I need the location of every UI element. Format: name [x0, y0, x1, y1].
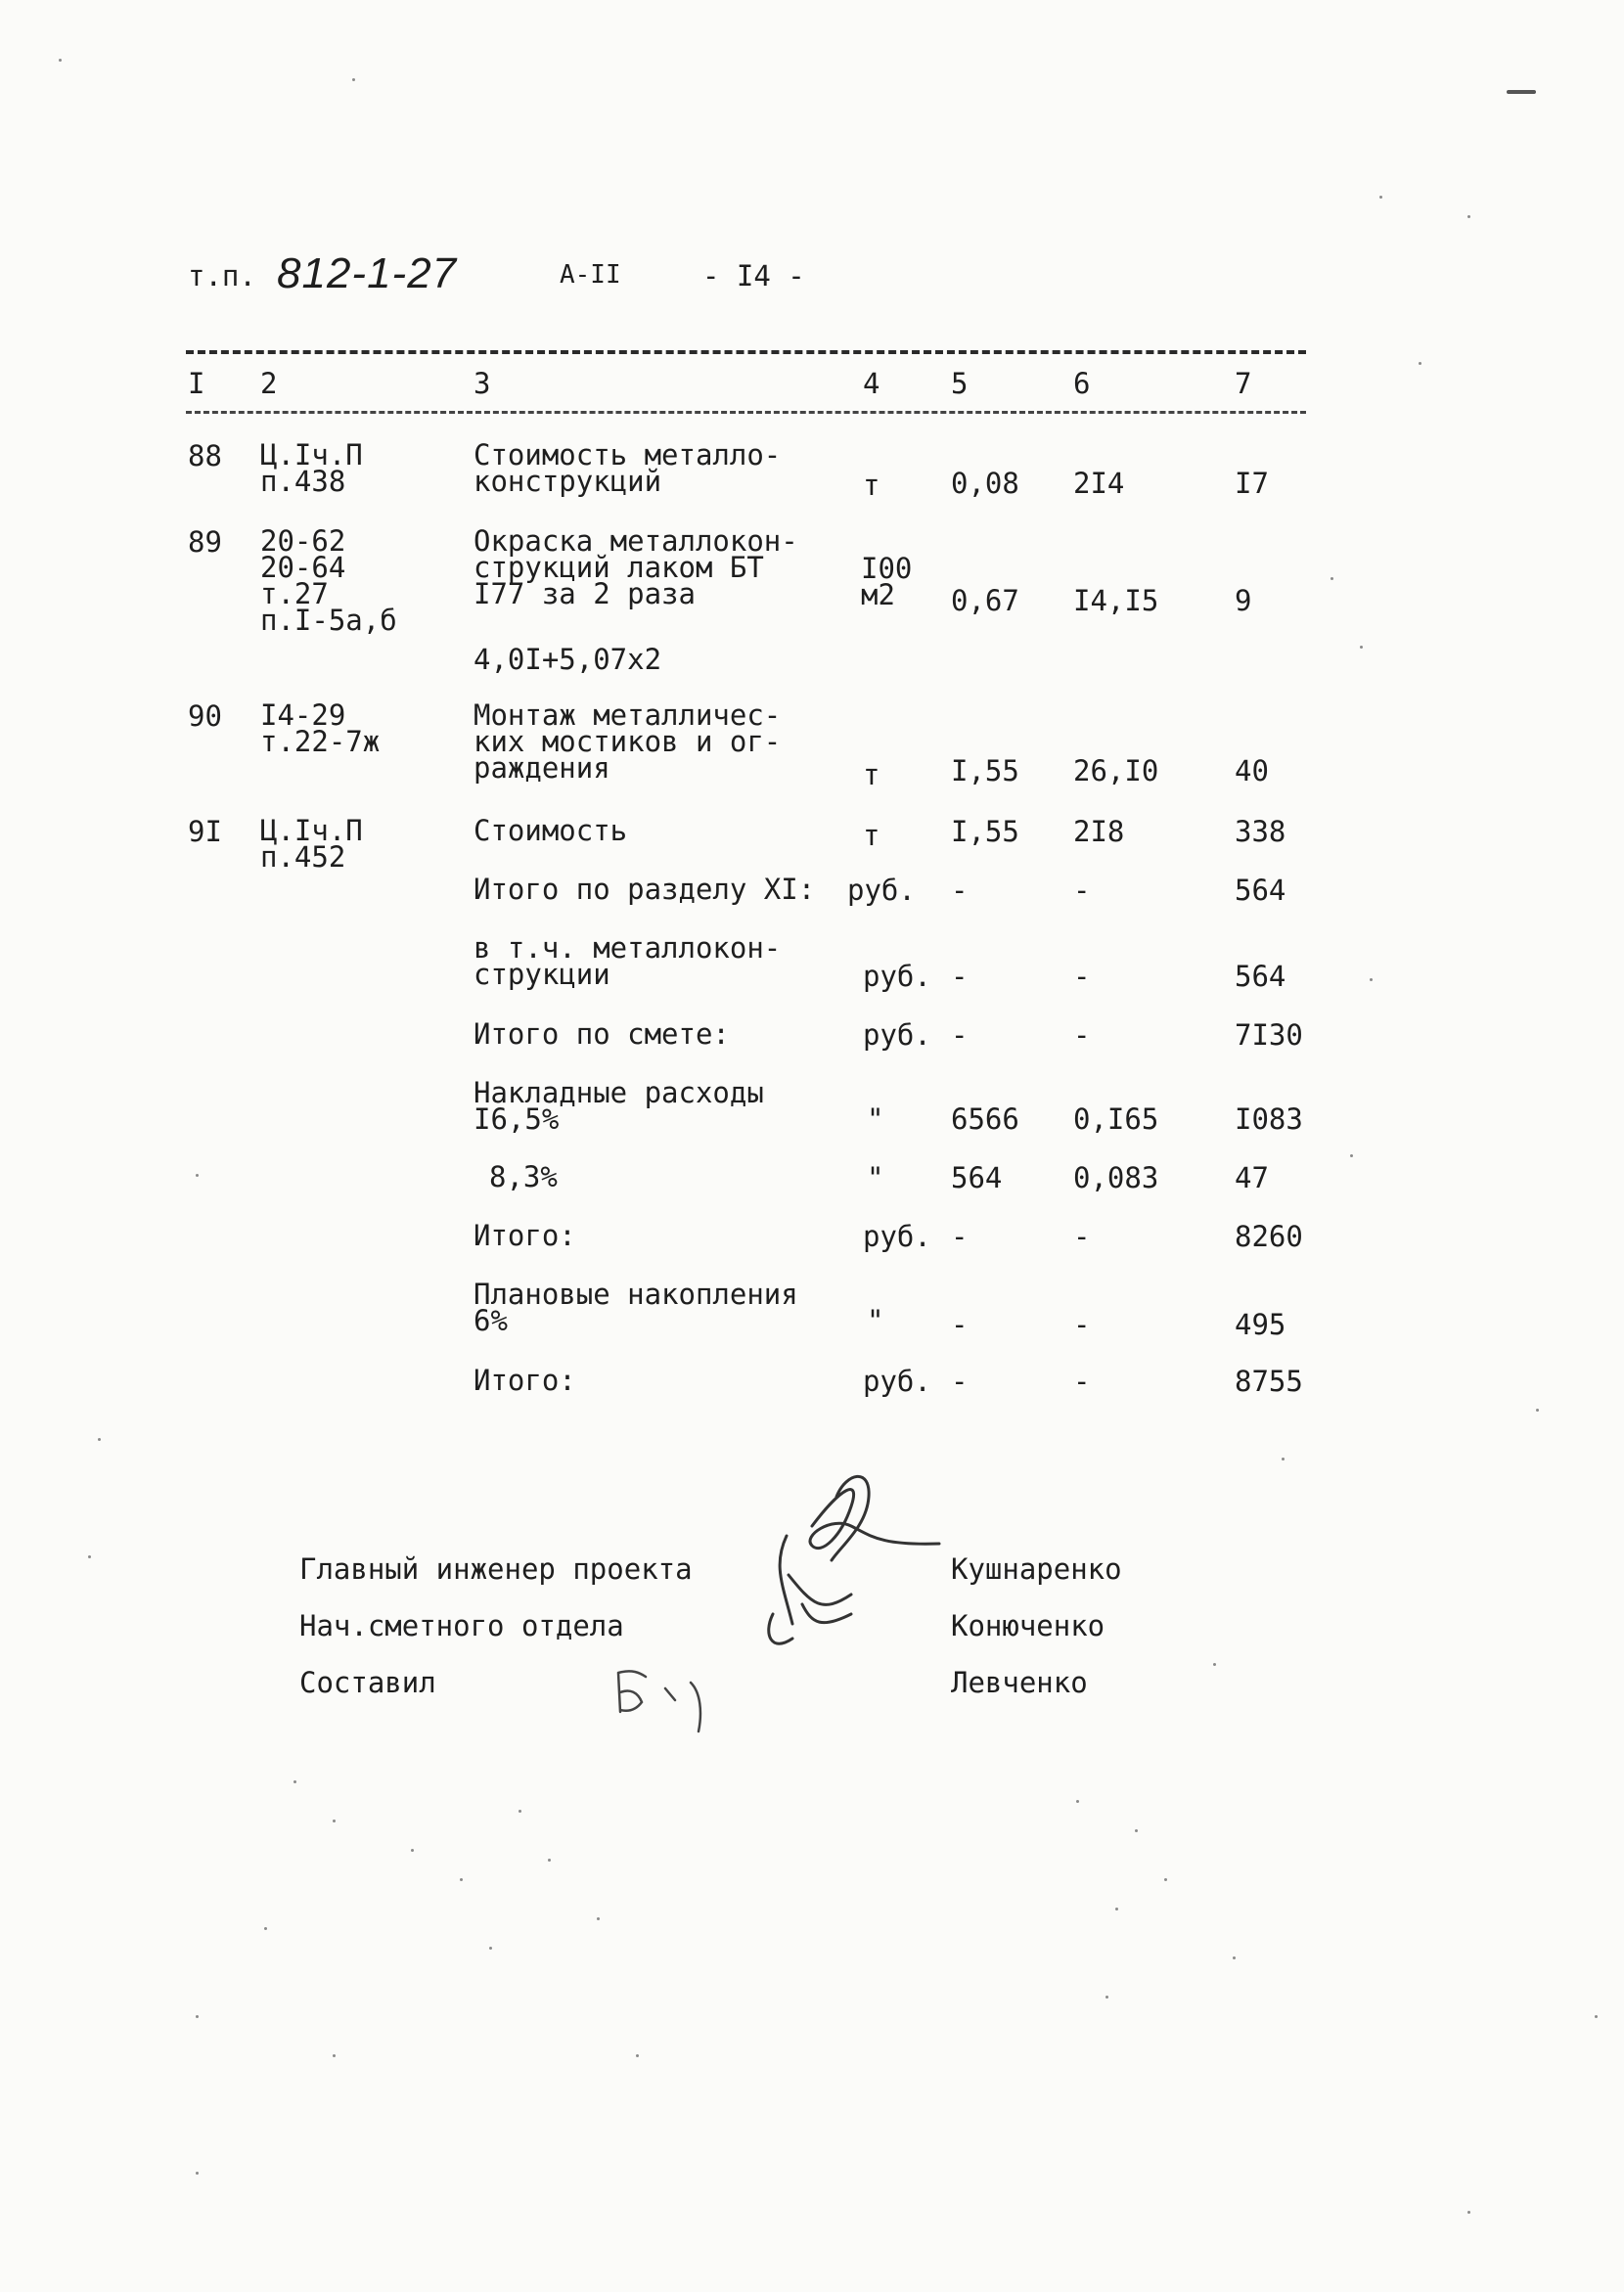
row-description: Окраска металлокон- струкций лаком БТ I77 за 2 раза — [474, 524, 798, 610]
row-number: 90 — [188, 699, 222, 733]
col-header-4: 4 — [863, 367, 880, 400]
summary-description: в т.ч. металлокон- струкции — [474, 931, 782, 991]
summary-col6: - — [1073, 1365, 1091, 1398]
signature-name: Конюченко — [951, 1609, 1105, 1642]
summary-unit: руб. — [863, 1365, 931, 1398]
summary-col5: - — [951, 1308, 969, 1341]
handwritten-signature-compiler — [607, 1653, 724, 1741]
handwritten-signature-chief-engineer — [753, 1467, 969, 1653]
header-rule-bottom — [186, 411, 1306, 414]
row-quantity: I,55 — [951, 754, 1019, 787]
summary-col5: - — [951, 1365, 969, 1398]
row-description: Стоимость металло- конструкций — [474, 438, 782, 498]
row-reference: Ц.Iч.П п.452 — [260, 814, 363, 874]
album-mark: А-II — [560, 260, 621, 290]
summary-unit: руб. — [863, 1018, 931, 1052]
col-header-3: 3 — [474, 367, 491, 400]
summary-description: Накладные расходы I6,5% — [474, 1076, 764, 1136]
summary-description: Итого: — [474, 1364, 576, 1397]
row-price: 2I8 — [1073, 815, 1125, 848]
summary-col5: - — [951, 1220, 969, 1253]
row-description: Монтаж металличес- ких мостиков и ог- раждения — [474, 698, 782, 785]
page-number: - I4 - — [702, 259, 805, 292]
col-header-1: I — [188, 367, 205, 400]
row-unit: I00 м2 — [861, 552, 913, 611]
row-reference: I4-29 т.22-7ж — [260, 698, 381, 758]
summary-unit: руб. — [847, 874, 916, 907]
row-reference: Ц.Iч.П п.438 — [260, 438, 363, 498]
doc-prefix: т.п. — [188, 259, 256, 292]
summary-col6: - — [1073, 1018, 1091, 1052]
summary-col5: - — [951, 960, 969, 993]
summary-description: Плановые накопления 6% — [474, 1278, 798, 1337]
row-total: 40 — [1235, 754, 1269, 787]
signature-name: Кушнаренко — [951, 1552, 1122, 1586]
signature-role: Нач.сметного отдела — [299, 1609, 624, 1642]
summary-description: Итого по смете: — [474, 1017, 730, 1051]
summary-col6: - — [1073, 1308, 1091, 1341]
summary-col5: - — [951, 874, 969, 907]
row-reference: 20-62 20-64 т.27 п.I-5а,б — [260, 524, 397, 637]
summary-col6: - — [1073, 1220, 1091, 1253]
row-number: 88 — [188, 439, 222, 472]
row-description: Стоимость — [474, 814, 628, 847]
row-quantity: I,55 — [951, 815, 1019, 848]
summary-total: I083 — [1235, 1102, 1303, 1136]
row-number: 89 — [188, 525, 222, 559]
row-price: 2I4 — [1073, 467, 1125, 500]
row-price: 26,I0 — [1073, 754, 1159, 787]
row-calculation-note: 4,0I+5,07х2 — [474, 643, 662, 676]
summary-total: 564 — [1235, 960, 1286, 993]
summary-col6: 0,083 — [1073, 1161, 1159, 1194]
summary-col5: 6566 — [951, 1102, 1019, 1136]
col-header-2: 2 — [260, 367, 278, 400]
doc-code: 812-1-27 — [277, 249, 458, 297]
summary-col5: - — [951, 1018, 969, 1052]
row-unit: т — [863, 469, 880, 502]
summary-description: 8,3% — [489, 1160, 558, 1193]
header-rule-top — [186, 350, 1306, 354]
row-unit: т — [863, 819, 880, 852]
row-quantity: 0,08 — [951, 467, 1019, 500]
signature-role: Главный инженер проекта — [299, 1552, 693, 1586]
col-header-7: 7 — [1235, 367, 1252, 400]
summary-description: Итого: — [474, 1219, 576, 1252]
summary-unit: руб. — [863, 960, 931, 993]
col-header-5: 5 — [951, 367, 969, 400]
summary-unit: " — [867, 1161, 884, 1194]
summary-total: 8755 — [1235, 1365, 1303, 1398]
summary-col6: 0,I65 — [1073, 1102, 1159, 1136]
summary-description: Итого по разделу XI: — [474, 873, 816, 906]
col-header-6: 6 — [1073, 367, 1091, 400]
row-unit: т — [863, 758, 880, 791]
summary-unit: " — [867, 1102, 884, 1136]
row-total: I7 — [1235, 467, 1269, 500]
row-price: I4,I5 — [1073, 584, 1159, 617]
summary-total: 564 — [1235, 874, 1286, 907]
summary-total: 47 — [1235, 1161, 1269, 1194]
summary-col6: - — [1073, 960, 1091, 993]
summary-total: 495 — [1235, 1308, 1286, 1341]
row-quantity: 0,67 — [951, 584, 1019, 617]
summary-total: 7I30 — [1235, 1018, 1303, 1052]
summary-col6: - — [1073, 874, 1091, 907]
summary-col5: 564 — [951, 1161, 1003, 1194]
row-total: 9 — [1235, 584, 1252, 617]
summary-unit: " — [867, 1304, 884, 1337]
signature-role: Составил — [299, 1666, 436, 1699]
summary-total: 8260 — [1235, 1220, 1303, 1253]
signature-name: Левченко — [951, 1666, 1088, 1699]
row-total: 338 — [1235, 815, 1286, 848]
summary-unit: руб. — [863, 1220, 931, 1253]
row-number: 9I — [188, 815, 222, 848]
